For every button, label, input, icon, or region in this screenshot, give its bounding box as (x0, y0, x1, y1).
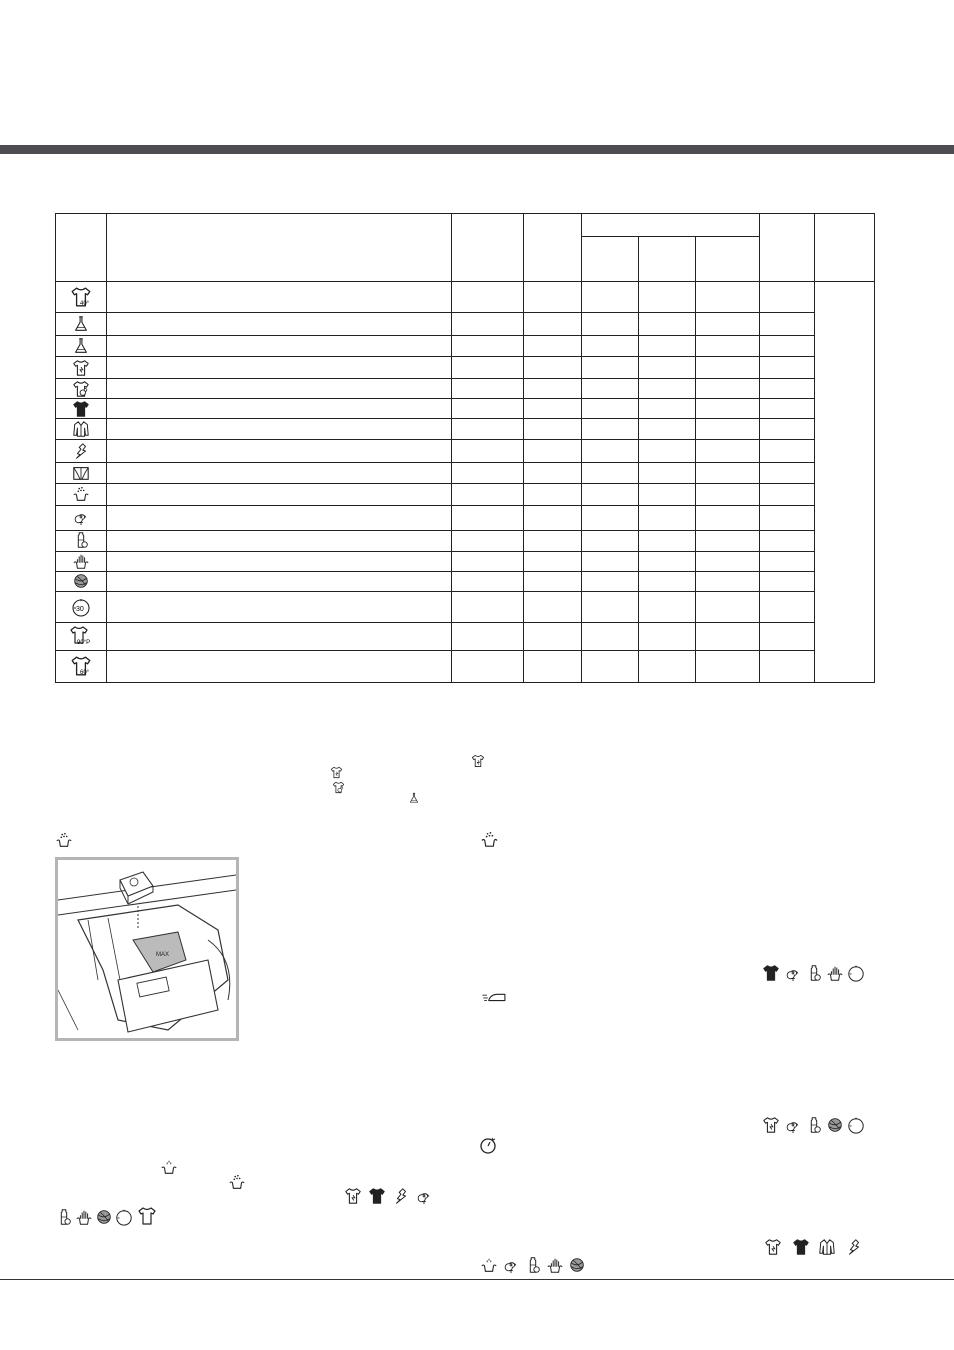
spiral-icon (415, 1187, 433, 1205)
t-shirt-stain-icon (471, 754, 485, 768)
wool-icon (568, 1256, 586, 1274)
clock-30-icon (115, 1208, 133, 1226)
baby-bottle-icon (805, 964, 823, 982)
svg-text:60°: 60° (80, 670, 90, 677)
table-row (56, 463, 875, 483)
table-row (56, 622, 875, 650)
hand-wash-icon (72, 552, 90, 570)
t-shirt-60-icon (70, 655, 92, 677)
curtain-icon (72, 464, 90, 482)
t-shirt-stain-icon (330, 766, 343, 779)
spiral-icon (784, 964, 802, 982)
timer-icon (478, 1135, 498, 1155)
header-cell-prewash (582, 237, 639, 282)
iron-icon (480, 988, 510, 1006)
baby-bottle-icon (805, 1116, 823, 1134)
silk-icon (845, 1238, 863, 1256)
header-cell-temperature (452, 214, 524, 282)
baby-bottle-icon (55, 1208, 73, 1226)
dispenser-drawing (58, 860, 236, 1038)
hand-wash-icon (75, 1208, 93, 1226)
table-row (56, 571, 875, 591)
table-row (56, 483, 875, 505)
svg-text:MAX: MAX (156, 952, 170, 958)
hand-wash-icon (546, 1256, 564, 1274)
header-cell-wash (639, 237, 696, 282)
t-shirt-bubbles-icon (72, 380, 90, 398)
table-row (56, 505, 875, 530)
t-shirt-stain-icon (72, 359, 90, 377)
dark-t-shirt-icon (762, 964, 780, 982)
table-row (56, 379, 875, 399)
table-row (56, 336, 875, 357)
programme-table (55, 213, 875, 683)
dark-t-shirt-icon (792, 1238, 810, 1256)
wash-tub-icon (160, 1158, 178, 1176)
spiral-icon (502, 1256, 520, 1274)
duration-merged-cell (815, 282, 875, 683)
flask-icon (408, 792, 420, 804)
t-shirt-stain-icon (764, 1238, 782, 1256)
flask-icon (72, 315, 90, 333)
dispenser-illustration (55, 857, 239, 1041)
spiral-icon (72, 508, 90, 526)
wool-icon (826, 1116, 844, 1134)
table-row (56, 530, 875, 551)
header-cell-spin (524, 214, 582, 282)
clock-30-icon (847, 964, 865, 982)
table-row (56, 313, 875, 336)
t-shirt-40-icon (70, 286, 92, 308)
wash-tub-icon (55, 831, 73, 849)
flask-icon (72, 337, 90, 355)
t-shirt-bubbles-icon (332, 781, 345, 794)
t-shirt-stain-icon (762, 1116, 780, 1134)
t-shirt-90p-icon (137, 1206, 161, 1226)
silk-icon (72, 442, 90, 460)
table-row (56, 282, 875, 313)
clock-30-icon (847, 1116, 865, 1134)
table-row (56, 357, 875, 379)
jacket-icon (818, 1238, 836, 1256)
header-cell-duration (815, 214, 875, 282)
svg-text:90°P: 90°P (77, 640, 91, 647)
wash-tub-icon (480, 1256, 498, 1274)
table-row (56, 591, 875, 622)
footer-rule (0, 1279, 954, 1280)
header-bar (0, 145, 954, 154)
baby-bottle-icon (72, 531, 90, 549)
t-shirt-stain-icon (344, 1187, 362, 1205)
header-cell-load (760, 214, 815, 282)
table-row (56, 650, 875, 682)
baby-bottle-icon (524, 1256, 542, 1274)
t-shirt-90p-icon (69, 625, 93, 647)
table-row (56, 419, 875, 440)
table-row (56, 551, 875, 571)
wool-icon (95, 1208, 113, 1226)
wash-tub-icon (480, 830, 499, 849)
svg-text:40°: 40° (80, 301, 90, 308)
table-row (56, 440, 875, 463)
hand-wash-icon (826, 964, 844, 982)
spiral-icon (784, 1116, 802, 1134)
header-cell-softener (696, 237, 760, 282)
silk-icon (392, 1187, 410, 1205)
header-cell-detergents (582, 214, 760, 237)
table-row (56, 399, 875, 419)
wool-icon (72, 572, 90, 590)
dark-t-shirt-icon (368, 1187, 386, 1205)
svg-text:30: 30 (76, 605, 84, 613)
jacket-icon (72, 420, 90, 438)
dark-t-shirt-icon (72, 400, 90, 418)
header-cell-programme (107, 214, 452, 282)
header-cell-icon (56, 214, 107, 282)
wash-tub-icon (72, 485, 90, 503)
clock-30-icon (71, 597, 91, 617)
wash-tub-icon (228, 1173, 246, 1191)
